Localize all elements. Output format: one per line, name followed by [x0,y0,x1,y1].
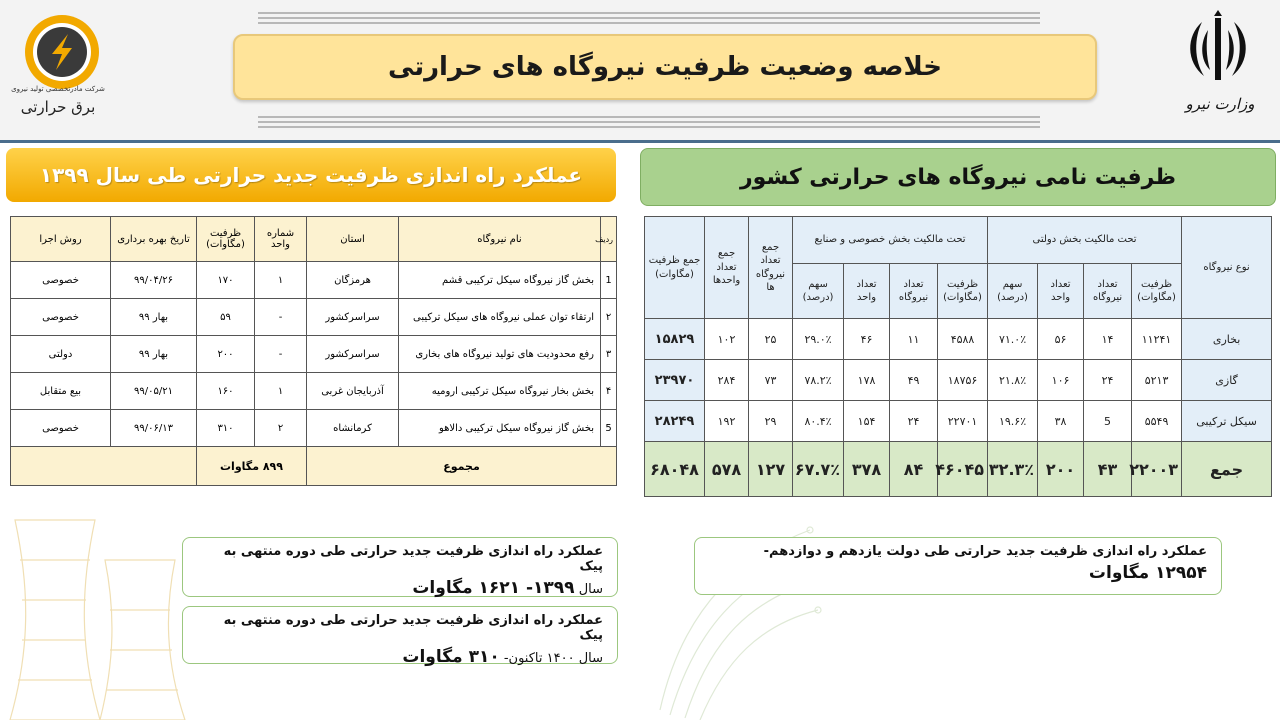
plant-name: بخش گاز نیروگاه سیکل ترکیبی دالاهو [399,410,601,447]
province: سراسرکشور [307,336,399,373]
header-method: روش اجرا [11,217,111,262]
header-plant-type: نوع نیروگاه [1182,217,1272,319]
total-plants: ۷۳ [749,360,793,401]
priv-capacity: ۲۲۷۰۱ [938,401,988,442]
sum-gov-share: ۳۲.۳٪ [988,442,1038,497]
plant-name: ارتقاء توان عملی نیروگاه های سیکل ترکیبی [399,299,601,336]
government-text: عملکرد راه اندازی ظرفیت جدید حرارتی طی دولت یازدهم و دوازدهم- [763,544,1207,559]
sub-gov-capacity: ظرفیت (مگاوات) [1132,264,1182,319]
table-row [11,373,617,410]
header-private: تحت مالکیت بخش خصوصی و صنایع [793,217,988,264]
header-unit-no: شماره واحد [255,217,307,262]
government-box [694,537,1222,595]
row-no: 5 [601,410,617,447]
plant-name: رفع محدودیت های تولید نیروگاه های بخاری [399,336,601,373]
sum-total-units: ۵۷۸ [705,442,749,497]
peak-1400-prefix: سال ۱۴۰۰ تاکنون- [499,651,603,666]
method: خصوصی [11,410,111,447]
priv-units: ۱۷۸ [844,360,890,401]
gov-share: ۷۱.۰٪ [988,319,1038,360]
row-no: ۴ [601,373,617,410]
sum-gov-plants: ۴۳ [1084,442,1132,497]
peak-1400-line2 [197,647,603,667]
table-row [11,262,617,299]
gov-capacity: ۵۵۴۹ [1132,401,1182,442]
unit-no: - [255,299,307,336]
capacity: ۱۷۰ [197,262,255,299]
iran-emblem-icon [1178,10,1258,90]
peak-1399-text: عملکرد راه اندازی ظرفیت جدید حرارتی طی دوره منتهی به پیک [223,544,603,574]
operation-date: بهار ۹۹ [111,336,197,373]
page-title: خلاصه وضعیت ظرفیت نیروگاه های حرارتی [233,34,1097,100]
sub-gov-share: سهم (درصد) [988,264,1038,319]
sum-gov-capacity: ۲۲۰۰۳ [1132,442,1182,497]
nominal-capacity-table [644,216,1272,497]
table-row [645,401,1272,442]
header-bar [0,0,1280,143]
plant-name: بخش بخار نیروگاه سیکل ترکیبی ارومیه [399,373,601,410]
new-capacity-title: عملکرد راه اندازی ظرفیت جدید حرارتی طی سال ۱۳۹۹ [6,148,616,202]
row-no: ۳ [601,336,617,373]
new-capacity-table [10,216,617,486]
total-plants: ۲۹ [749,401,793,442]
gov-units: ۱۰۶ [1038,360,1084,401]
capacity: ۳۱۰ [197,410,255,447]
header-stripes-top [258,12,1040,27]
sum-row [11,447,617,486]
table-row [11,410,617,447]
total-units: ۲۸۴ [705,360,749,401]
ministry-label: وزارت نیرو [1185,95,1255,113]
sub-priv-capacity: ظرفیت (مگاوات) [938,264,988,319]
priv-capacity: ۴۵۸۸ [938,319,988,360]
table-row [645,319,1272,360]
gov-capacity: ۱۱۲۴۱ [1132,319,1182,360]
total-capacity: ۲۸۲۴۹ [645,401,705,442]
sum-priv-capacity: ۴۶۰۴۵ [938,442,988,497]
method: خصوصی [11,262,111,299]
plant-name: بخش گاز نیروگاه سیکل ترکیبی قشم [399,262,601,299]
table-row [11,336,617,373]
unit-no: ۲ [255,410,307,447]
header-total-capacity: جمع ظرفیت (مگاوات) [645,217,705,319]
gov-plants: ۲۴ [1084,360,1132,401]
sum-total-plants: ۱۲۷ [749,442,793,497]
sum-empty [11,447,197,486]
province: آذربایجان غربی [307,373,399,410]
row-no: 1 [601,262,617,299]
sum-priv-share: ۶۷.۷٪ [793,442,844,497]
peak-1399-prefix: سال [574,582,603,597]
plant-type: سیکل ترکیبی [1182,401,1272,442]
peak-1399-value: ۱۳۹۹- ۱۶۲۱ مگاوات [412,578,575,598]
header-province: استان [307,217,399,262]
province: سراسرکشور [307,299,399,336]
plant-type: بخاری [1182,319,1272,360]
priv-units: ۱۵۴ [844,401,890,442]
total-units: ۱۰۲ [705,319,749,360]
header-total-plants: جمع تعداد نیروگاه ها [749,217,793,319]
capacity: ۵۹ [197,299,255,336]
gov-plants: ۱۴ [1084,319,1132,360]
table-row [645,360,1272,401]
header-total-units: جمع تعداد واحدها [705,217,749,319]
capacity: ۲۰۰ [197,336,255,373]
province: هرمزگان [307,262,399,299]
priv-share: ۲۹.۰٪ [793,319,844,360]
operation-date: ۹۹/۰۶/۱۳ [111,410,197,447]
province: کرمانشاه [307,410,399,447]
nominal-capacity-title: ظرفیت نامی نیروگاه های حرارتی کشور [640,148,1276,206]
priv-capacity: ۱۸۷۵۶ [938,360,988,401]
sum-total-capacity: ۶۸۰۴۸ [645,442,705,497]
power-plant-sketch-icon [0,500,190,720]
priv-plants: ۱۱ [890,319,938,360]
method: خصوصی [11,299,111,336]
total-capacity: ۱۵۸۲۹ [645,319,705,360]
header-row-no: ردیف [601,217,617,262]
operation-date: ۹۹/۰۵/۲۱ [111,373,197,410]
unit-no: ۱ [255,262,307,299]
company-subtitle: شرکت مادرتخصصی تولید نیروی [11,85,105,93]
company-logo-icon [22,12,102,92]
gov-capacity: ۵۲۱۳ [1132,360,1182,401]
total-units: ۱۹۲ [705,401,749,442]
government-value: ۱۲۹۵۴ مگاوات [1088,563,1207,583]
peak-1399-line2 [197,578,603,598]
sum-gov-units: ۲۰۰ [1038,442,1084,497]
sum-label: جمع [1182,442,1272,497]
sum-priv-plants: ۸۴ [890,442,938,497]
method: دولتی [11,336,111,373]
total-plants: ۲۵ [749,319,793,360]
method: بیع متقابل [11,373,111,410]
company-name: برق حرارتی [20,98,96,116]
sum-priv-units: ۳۷۸ [844,442,890,497]
government-line2 [709,563,1207,583]
peak-1400-text: عملکرد راه اندازی ظرفیت جدید حرارتی طی دوره منتهی به پیک [223,613,603,643]
peak-1400-box [182,606,618,667]
sub-gov-units: تعداد واحد [1038,264,1084,319]
gov-plants: 5 [1084,401,1132,442]
peak-1399-box [182,537,618,597]
circuit-pattern-icon [640,500,820,720]
capacity: ۱۶۰ [197,373,255,410]
priv-units: ۴۶ [844,319,890,360]
gov-units: ۳۸ [1038,401,1084,442]
operation-date: بهار ۹۹ [111,299,197,336]
plant-type: گازی [1182,360,1272,401]
unit-no: - [255,336,307,373]
sum-label: مجموع [307,447,617,486]
gov-share: ۱۹.۶٪ [988,401,1038,442]
total-capacity: ۲۳۹۷۰ [645,360,705,401]
sub-priv-share: سهم (درصد) [793,264,844,319]
gov-units: ۵۶ [1038,319,1084,360]
sum-value: ۸۹۹ مگاوات [197,447,307,486]
sum-row [645,442,1272,497]
priv-plants: ۲۴ [890,401,938,442]
header-plant-name: نام نیروگاه [399,217,601,262]
header-gov: تحت مالکیت بخش دولتی [988,217,1182,264]
operation-date: ۹۹/۰۴/۲۶ [111,262,197,299]
priv-plants: ۴۹ [890,360,938,401]
table-row [11,299,617,336]
sub-priv-units: تعداد واحد [844,264,890,319]
row-no: ۲ [601,299,617,336]
header-capacity: ظرفیت (مگاوات) [197,217,255,262]
header-date: تاریخ بهره برداری [111,217,197,262]
priv-share: ۷۸.۲٪ [793,360,844,401]
unit-no: ۱ [255,373,307,410]
sub-priv-plants: تعداد نیروگاه [890,264,938,319]
gov-share: ۲۱.۸٪ [988,360,1038,401]
header-stripes-bottom [258,116,1040,131]
priv-share: ۸۰.۴٪ [793,401,844,442]
sub-gov-plants: تعداد نیروگاه [1084,264,1132,319]
peak-1400-value: ۳۱۰ مگاوات [402,647,500,667]
